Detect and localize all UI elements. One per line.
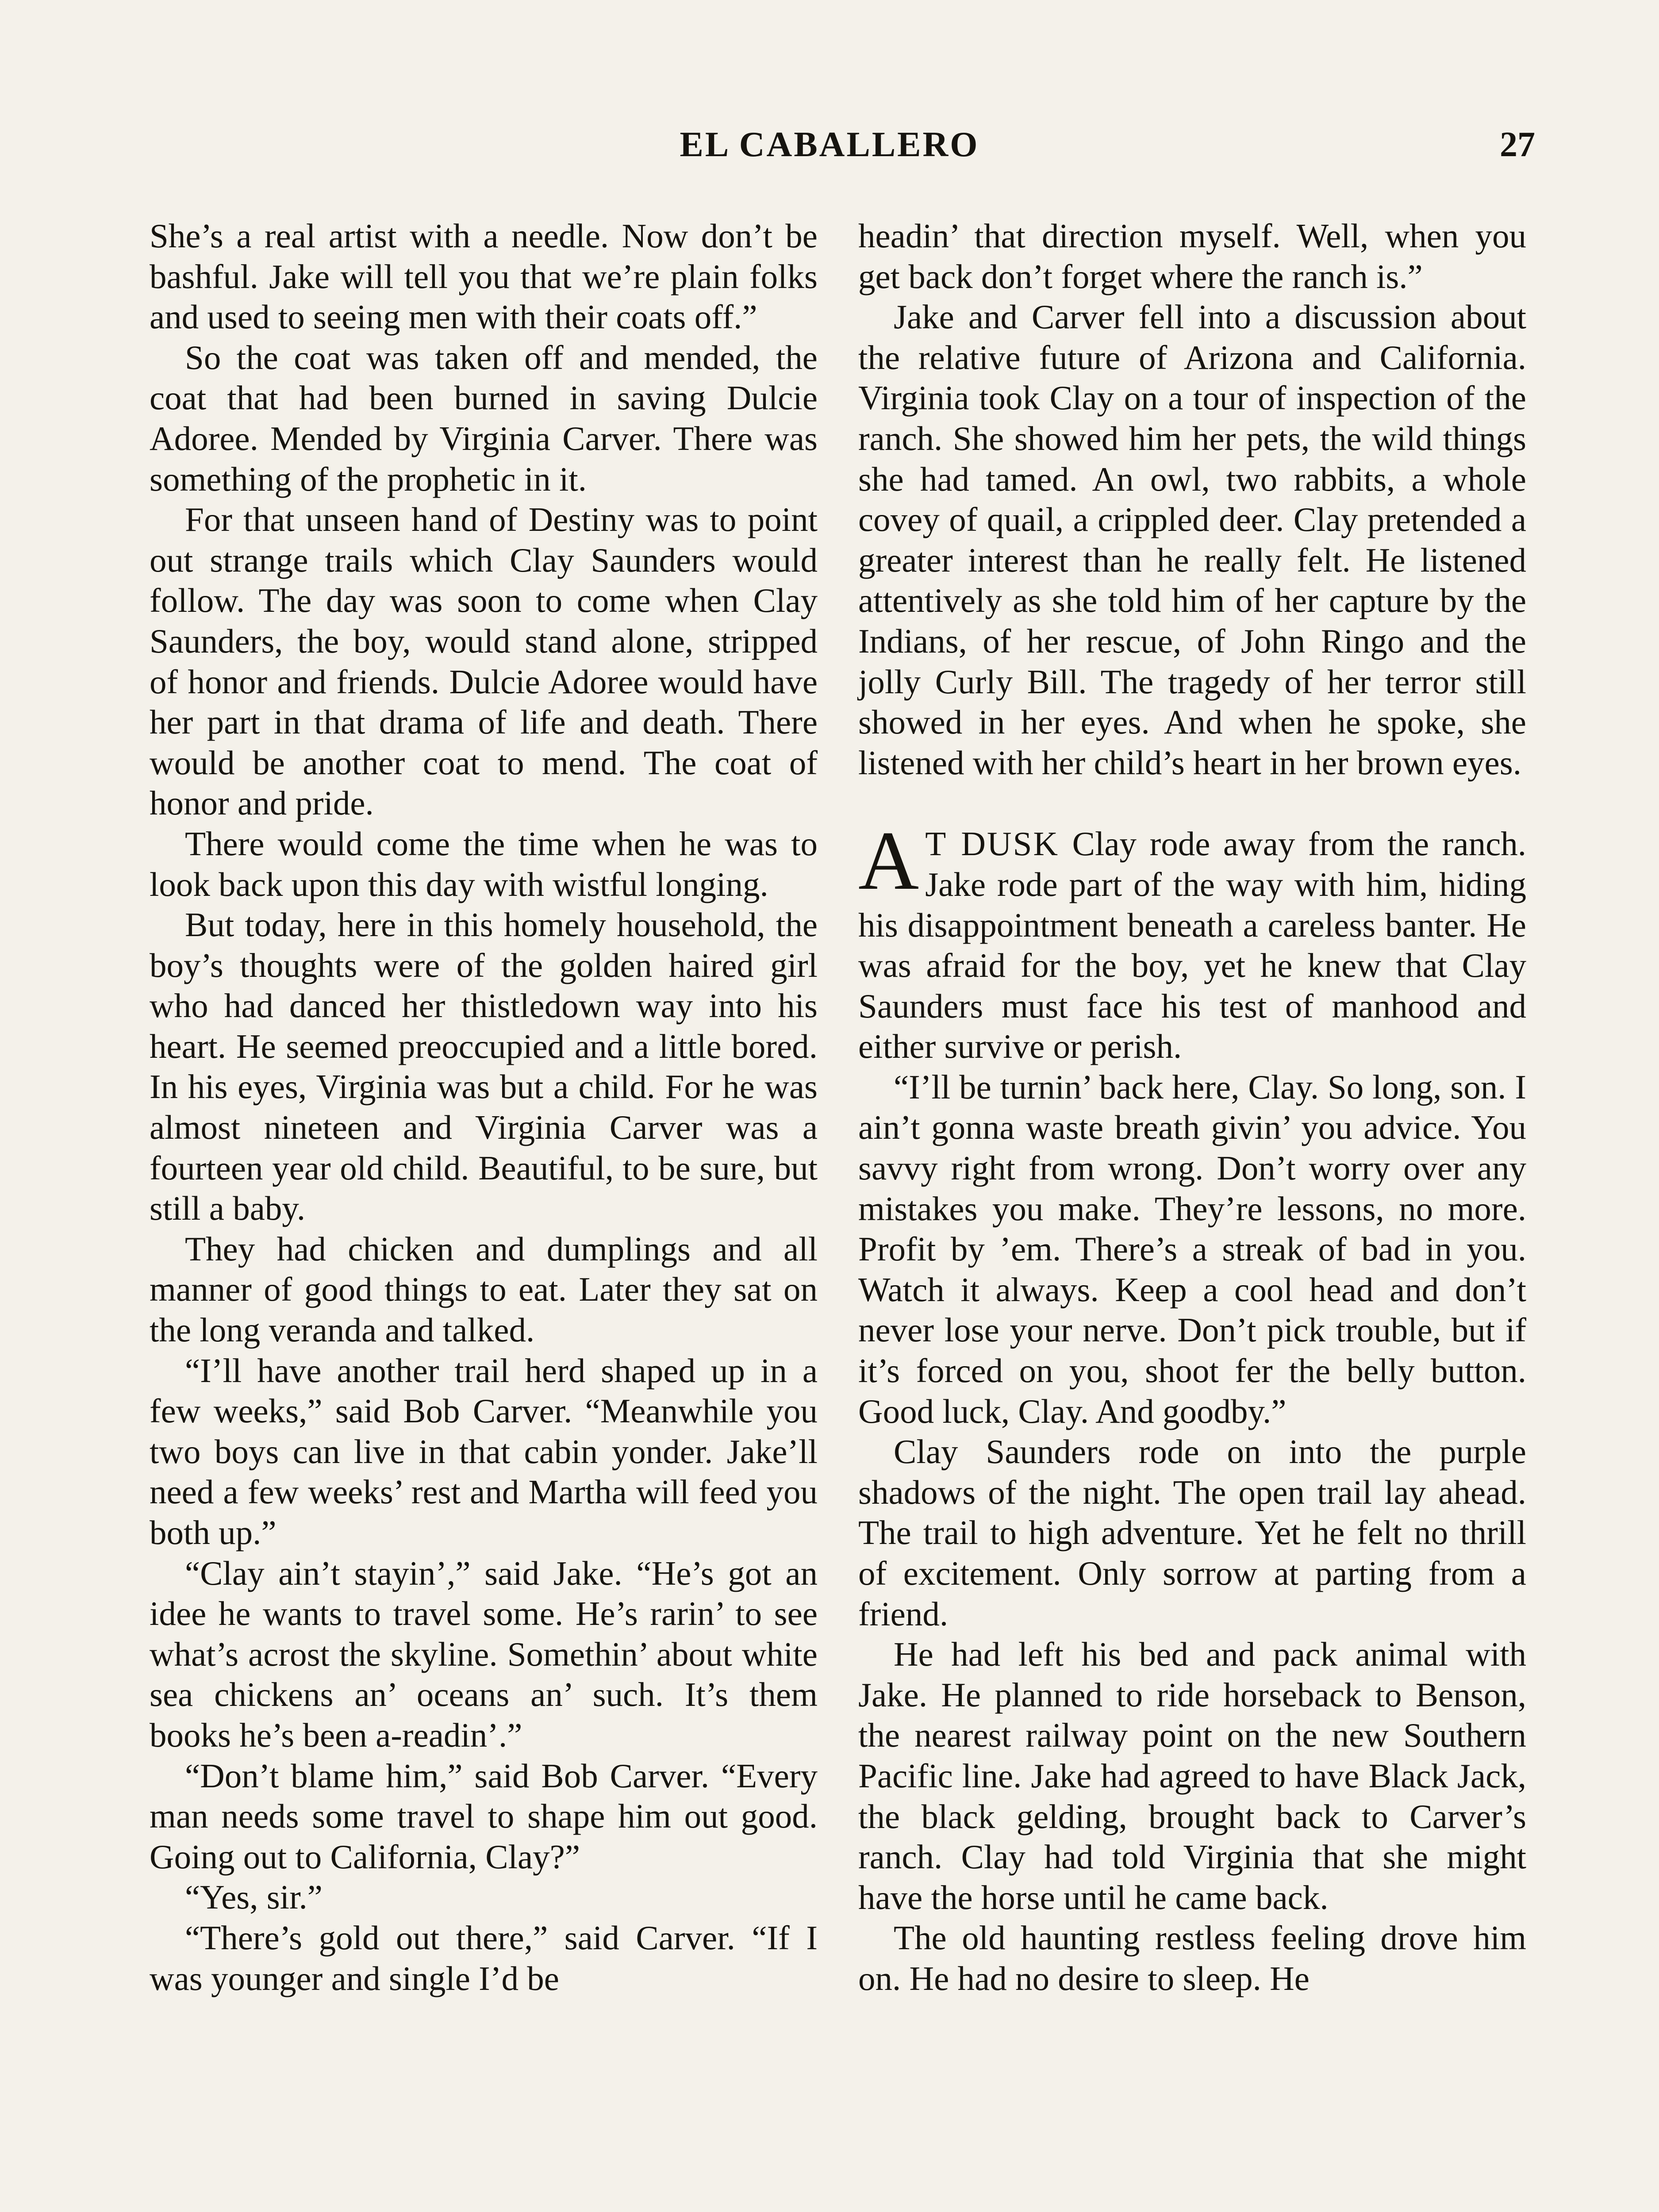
paragraph: There would come the time when he was to look back upon this day with wistful longing. (150, 824, 818, 903)
paragraph: They had chicken and dumplings and all manner of good things to eat. Later they sat on the long veranda and talked. (150, 1229, 818, 1349)
paragraph: Jake and Carver fell into a discussion about the relative future of Arizona and California. Virginia took Clay on a tour of inspection of the ranch. She showed him her pets, the wild things she had tamed. An owl, two rabbits, a whole covey of quail, a crippled deer. Clay pretended a greater interest than he really felt. He listened attentively as she told him of her capture by the Indians, of her rescue, of John Ringo and the jolly Curly Bill. The tragedy of her terror still showed in her eyes. And when he spoke, she listened with her child’s heart in her brown eyes. (858, 298, 1526, 782)
drop-cap: A (858, 814, 919, 908)
paragraph: “Clay ain’t stayin’,” said Jake. “He’s got an idee he wants to travel some. He’s rarin’ to see what’s acrost the skyline. Somethin’ about white sea chickens an’ oceans an’ such. It’s them books he’s been a-readin’.” (150, 1554, 818, 1754)
running-head-title: EL CABALLERO (680, 125, 979, 164)
page-number: 27 (1500, 125, 1535, 164)
paragraph: “There’s gold out there,” said Carver. “If I was younger and single I’d be (150, 1918, 818, 1997)
paragraph: “I’ll have another trail herd shaped up in a few weeks,” said Bob Carver. “Meanwhile you two boys can live in that cabin yonder. Jake’ll need a few weeks’ rest and Martha will feed you both up.” (150, 1351, 818, 1551)
paragraph: He had left his bed and pack animal with Jake. He planned to ride horseback to Benson, the nearest railway point on the new Southern Pacific line. Jake had agreed to have Black Jack, the black gelding, brought back to Carver’s ranch. Clay had told Virginia that she might have the horse until he came back. (858, 1635, 1526, 1916)
paragraph: “I’ll be turnin’ back here, Clay. So long, son. I ain’t gonna waste breath givin’ you advice. You savvy right from wrong. Don’t worry over any mistakes you make. They’re lessons, no more. Profit by ’em. There’s a streak of bad in you. Watch it always. Keep a cool head and don’t never lose your nerve. Don’t pick trouble, but if it’s forced on you, shoot fer the belly button. Good luck, Clay. And goodby.” (858, 1068, 1526, 1430)
left-column (150, 216, 818, 1999)
paragraph: Clay Saunders rode on into the purple shadows of the night. The open trail lay ahead. The trail to high adventure. Yet he felt no thrill of excitement. Only sorrow at parting from a friend. (858, 1432, 1526, 1633)
paragraph: “Yes, sir.” (185, 1878, 323, 1916)
paragraph: So the coat was taken off and mended, the coat that had been burned in saving Dulcie Adoree. Mended by Virginia Carver. There was something of the prophetic in it. (150, 338, 818, 498)
section-opening-paragraph (858, 814, 1526, 1067)
lead-in-text: Clay rode away from the ranch. Jake rode part of the way with him, hiding his disappointment beneath a careless banter. He was afraid for the boy, yet he knew that Clay Saunders must face his test of manhood and either survive or perish. (858, 825, 1526, 1066)
paragraph: The old haunting restless feeling drove him on. He had no desire to sleep. He (858, 1919, 1526, 1997)
paragraph-continuation: headin’ that direction myself. Well, when you get back don’t forget where the ranch is.” (858, 217, 1526, 296)
right-column (858, 216, 1526, 1999)
paragraph: But today, here in this homely household, the boy’s thoughts were of the golden haired girl who had danced her thistledown way into his heart. He seemed preoccupied and a little bored. In his eyes, Virginia was but a child. For he was almost nineteen and Virginia Carver was a fourteen year old child. Beautiful, to be sure, but still a baby. (150, 906, 818, 1228)
paragraph: She’s a real artist with a needle. Now don’t be bashful. Jake will tell you that we’re plain folks and used to seeing men with their coats off.” (150, 217, 818, 336)
paragraph: “Don’t blame him,” said Bob Carver. “Every man needs some travel to shape him out good. Going out to California, Clay?” (150, 1756, 818, 1876)
paragraph: For that unseen hand of Destiny was to point out strange trails which Clay Saunders would follow. The day was soon to come when Clay Saunders, the boy, would stand alone, stripped of honor and friends. Dulcie Adoree would have her part in that drama of life and death. There would be another coat to mend. The coat of honor and pride. (150, 500, 818, 822)
lead-in-caps: T DUSK (925, 825, 1060, 863)
